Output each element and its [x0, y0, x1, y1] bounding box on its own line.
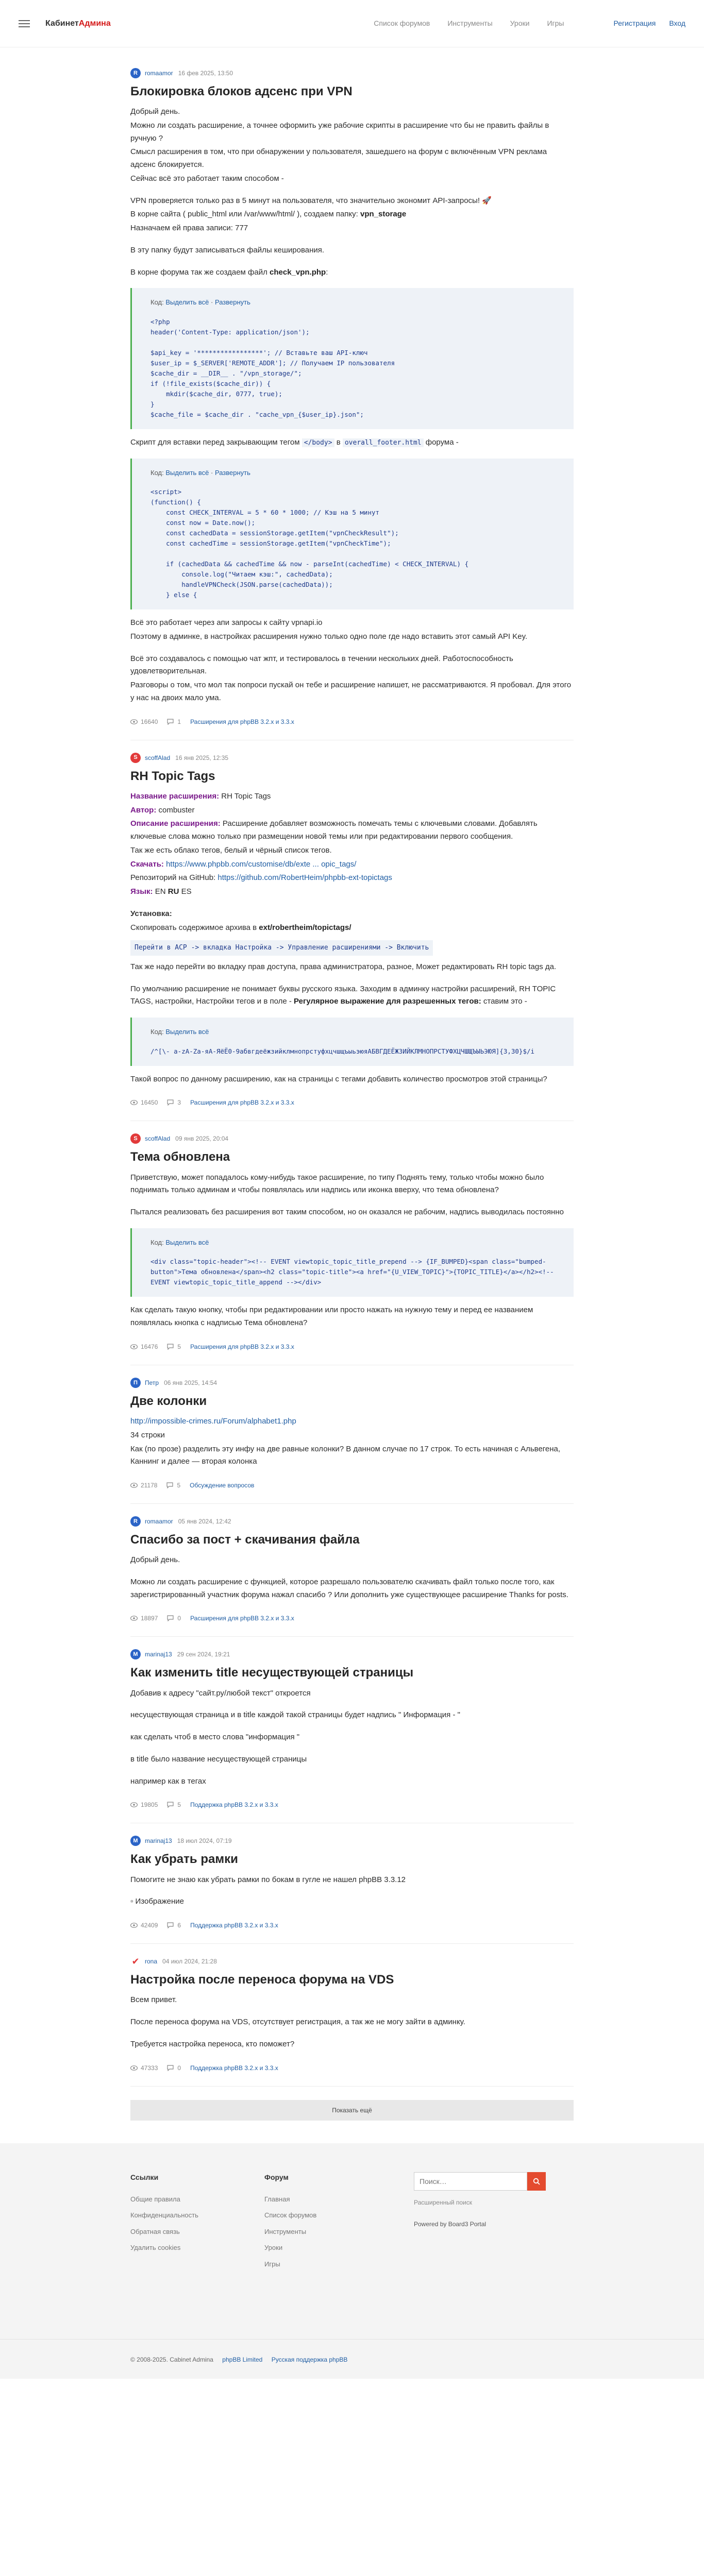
post-text: Описание расширения: Расширение добавляет возможность помечать темы с ключевыми словами. Добавлять ключевые слова можно только при размещении новой темы или при редактировании первого сообщения.: [130, 819, 538, 841]
post-meta: [130, 68, 574, 78]
post-text: В корне форума так же создаем файл check_vpn.php:: [130, 267, 328, 277]
post-text: Назначаем ей права записи: 777: [130, 224, 248, 233]
post-text: Приветствую, может попадалось кому-нибудь такое расширение, по типу Поднять тему, только чтобы можно было поднимать только админам и чтобы появлялась или надпись или иконка вверху, что тема обновлена?: [130, 1173, 544, 1195]
comment-icon: [167, 1099, 174, 1106]
nav-lessons[interactable]: Уроки: [510, 19, 530, 27]
post-stats: [130, 1481, 574, 1490]
replies-count: 1: [177, 718, 181, 725]
post-text: как сделать чтоб в место слова "информация ": [130, 1733, 300, 1742]
phpbb-link[interactable]: phpBB Limited: [222, 2355, 263, 2363]
replies-count: 5: [177, 1343, 181, 1350]
post-stats: [130, 1614, 574, 1623]
download-link[interactable]: https://www.phpbb.com/customise/db/exte ... opic_tags/: [163, 859, 357, 869]
logo-text: Кабинет: [45, 19, 79, 28]
nav-forums[interactable]: Список форумов: [374, 19, 430, 27]
footer-heading: Форум: [264, 2173, 289, 2181]
comment-icon: [167, 1343, 174, 1350]
post-text: Автор: combuster: [130, 805, 195, 815]
topic-post: [130, 740, 574, 1122]
post-text: Скачать: https://www.phpbb.com/customise/db/exte ... opic_tags/: [130, 859, 357, 869]
footer-link[interactable]: Конфиденциальность: [130, 2211, 198, 2219]
code-block: [130, 459, 574, 610]
nav-tools[interactable]: Инструменты: [447, 19, 493, 27]
views-count: 19805: [141, 1801, 158, 1809]
search-form: [414, 2172, 546, 2191]
post-stats: [130, 1098, 574, 1107]
code-content: /^[\- a-zA-Zа-яА-ЯёЁ0-9абвгдеёжзийклмнопрстуфхцчшщъыьэюяАБВГДЕЁЖЗИЙКЛМНОПРСТУФХЦЧШЩЪЫЬЭЮЯ]{3,30}$/i: [150, 1047, 535, 1055]
post-meta: [130, 753, 574, 763]
post-body: [130, 1687, 574, 1788]
footer-link[interactable]: Список форумов: [264, 2211, 317, 2219]
views-count: 21178: [141, 1482, 158, 1489]
post-body: [130, 1554, 574, 1601]
auth-links: [600, 18, 685, 29]
comment-icon: [167, 718, 174, 725]
eye-icon: [130, 1615, 138, 1622]
register-link[interactable]: Регистрация: [613, 19, 656, 27]
main-nav: [356, 18, 564, 29]
forum-link[interactable]: Расширения для phpBB 3.2.x и 3.3.x: [190, 718, 294, 725]
post-date: 09 янв 2025, 20:04: [175, 1135, 229, 1143]
post-date: 04 июл 2024, 21:28: [162, 1958, 217, 1965]
post-text: Так же надо перейти во вкладку прав доступа, права администратора, разное, Может редактировать RH topic tags да.: [130, 962, 557, 971]
avatar[interactable]: S: [130, 753, 141, 763]
post-title[interactable]: Две колонки: [130, 1394, 207, 1408]
nav-games[interactable]: Игры: [547, 19, 564, 27]
post-text: Можно ли создать расширение с функцией, которое разрешало пользователю скачивать файл только после того, как зарегистрированный участник форума нажал спасибо ? Или дополнить уже существующее расширение Thanks for posts.: [130, 1577, 568, 1599]
post-date: 05 янв 2024, 12:42: [178, 1518, 231, 1525]
post-date: 29 сен 2024, 19:21: [177, 1651, 230, 1658]
avatar[interactable]: M: [130, 1649, 141, 1659]
post-text: Язык: EN RU ES: [130, 887, 192, 896]
comment-icon: [167, 1615, 174, 1622]
views-count: 16640: [141, 718, 158, 725]
search-icon: [533, 2178, 540, 2185]
views-count: 47333: [141, 2064, 158, 2072]
avatar[interactable]: S: [130, 1133, 141, 1144]
post-meta: [130, 1649, 574, 1659]
forum-link[interactable]: Расширения для phpBB 3.2.x и 3.3.x: [190, 1099, 294, 1107]
code-block: [130, 1228, 574, 1297]
replies-count: 6: [177, 1922, 181, 1929]
topic-post: [130, 1637, 574, 1823]
select-all-link[interactable]: Выделить всё: [165, 1028, 209, 1036]
code-block: [130, 288, 574, 429]
post-text: Как сделать такую кнопку, чтобы при редактировании или просто нажать на нужную тему и перед ее названием появлялась кнопка с надписью Тема обновлена?: [130, 1306, 533, 1328]
post-text: Такой вопрос по данному расширению, как на страницы с тегами добавить количество просмотров этой страницы?: [130, 1074, 547, 1083]
post-text: [130, 1415, 574, 1428]
login-link[interactable]: Вход: [669, 19, 685, 27]
post-text: Всем привет.: [130, 1995, 177, 2005]
footer-search: [414, 2172, 546, 2276]
post-text: Помогите не знаю как убрать рамки по бокам в гугле не нашел phpBB 3.3.12: [130, 1875, 406, 1884]
post-body: [130, 1172, 574, 1330]
phpbb-ru-link[interactable]: Русская поддержка phpBB: [271, 2355, 348, 2363]
select-all-link[interactable]: Выделить всё: [165, 1238, 209, 1246]
post-author[interactable]: romaamor: [145, 1518, 173, 1525]
code-content: <?php header('Content-Type: application/json'); $api_key = '*****************'; // Вставьте ваш API-ключ $user_ip = $_SERVER['REMOTE_ADDR']; // Получаем IP пользователя $cache_dir = __DIR__ . "/vpn_storage/"; if (!file_exists($cache_dir)) { mkdir($cache_dir, 0777, true); } $cache_file = $cache_dir . "cache_vpn_{$user_ip}.json";: [150, 317, 395, 418]
footer-forum-column: [264, 2172, 398, 2276]
copyright-content: [130, 2340, 574, 2364]
footer-link[interactable]: Общие правила: [130, 2195, 180, 2203]
post-text: Сейчас всё это работает таким способом -: [130, 174, 284, 183]
comment-icon: [166, 1482, 174, 1489]
github-link[interactable]: https://github.com/RobertHeim/phpbb-ext-topictags: [217, 873, 392, 883]
expand-link[interactable]: Развернуть: [214, 298, 250, 307]
avatar[interactable]: R: [130, 68, 141, 78]
post-text: Требуется настройка переноса, кто поможет?: [130, 2039, 295, 2048]
advanced-search-link[interactable]: Расширенный поиск: [414, 2198, 472, 2206]
post-text: Добрый день.: [130, 1555, 180, 1565]
post-title[interactable]: Настройка после переноса форума на VDS: [130, 1973, 394, 1987]
site-footer: [0, 2143, 704, 2339]
search-input[interactable]: [414, 2172, 527, 2191]
views-count: 16450: [141, 1099, 158, 1107]
post-text: Скрипт для вставки перед закрывающим тегом </body> в overall_footer.html форума -: [130, 437, 459, 447]
comment-icon: [167, 2064, 174, 2072]
avatar[interactable]: П: [130, 1378, 141, 1388]
load-more-button[interactable]: Показать ещё: [130, 2100, 574, 2121]
site-header: [0, 0, 704, 47]
topic-post: [130, 1944, 574, 2086]
forum-link[interactable]: Поддержка phpBB 3.2.x и 3.3.x: [190, 1922, 278, 1929]
post-text: Скопировать содержимое архива в ext/robertheim/topictags/: [130, 923, 351, 932]
topic-post: [130, 1121, 574, 1365]
code-content: <script> (function() { const CHECK_INTERVAL = 5 * 60 * 1000; // Кэш на 5 минут const now = Date.now(); const cachedData = sessionStorage.getItem("vpnCheckResult"); const cachedTime = sessionStorage.getItem("vpnCheckTime"); if (cachedData && cachedTime && now - parseInt(cachedTime) < CHECK_INTERVAL) { console.log("Читаем кэш:", cachedData); handleVPNCheck(JSON.parse(cachedData)); } else {: [150, 488, 469, 599]
external-link[interactable]: http://impossible-crimes.ru/Forum/alphabet1.php: [130, 1417, 296, 1426]
footer-link[interactable]: Удалить cookies: [130, 2244, 181, 2251]
post-meta: [130, 1836, 574, 1846]
post-text: Название расширения: RH Topic Tags: [130, 791, 271, 801]
post-text: Всё это создавалось с помощью чат жпт, и тестировалось в течении нескольких дней. Работоспособность удовлетворительная.: [130, 654, 513, 676]
post-author[interactable]: marinaj13: [145, 1837, 172, 1845]
forum-link[interactable]: Расширения для phpBB 3.2.x и 3.3.x: [190, 1615, 294, 1622]
views-count: 42409: [141, 1922, 158, 1929]
expand-link[interactable]: Развернуть: [214, 468, 250, 477]
eye-icon: [130, 1922, 138, 1929]
topic-post: [130, 68, 574, 740]
replies-count: 3: [177, 1099, 181, 1107]
search-button[interactable]: [527, 2172, 546, 2191]
post-author[interactable]: marinaj13: [145, 1651, 172, 1658]
post-meta: [130, 1378, 574, 1388]
post-text: После переноса форума на VDS, отсутствует регистрация, а так же не могу зайти в админку.: [130, 2018, 465, 2026]
post-title[interactable]: RH Topic Tags: [130, 769, 215, 783]
post-stats: [130, 1342, 574, 1351]
post-stats: [130, 2063, 574, 2073]
footer-columns: [130, 2172, 574, 2276]
post-author[interactable]: romaamor: [145, 70, 173, 77]
post-image-placeholder: ▫ Изображение: [130, 1897, 184, 1906]
topic-feed: [130, 47, 574, 2121]
post-date: 18 июл 2024, 07:19: [177, 1837, 232, 1845]
footer-link[interactable]: Главная: [264, 2195, 290, 2203]
eye-icon: [130, 1482, 138, 1489]
post-text: Добрый день.: [130, 107, 180, 116]
forum-link[interactable]: Расширения для phpBB 3.2.x и 3.3.x: [190, 1343, 294, 1350]
post-text: Можно ли создать расширение, а точнее оформить уже рабочие скрипты в расширение что бы не править файлы в ручную ?: [130, 121, 549, 143]
post-meta: [130, 1133, 574, 1144]
post-text: Как (по прозе) разделить эту инфу на две равные колонки? В данном случае по 17 строк. То есть начиная с Альвегена, Каннинг и далее — вторая колонка: [130, 1444, 561, 1466]
replies-count: 0: [177, 2064, 181, 2072]
footer-links-column: [130, 2172, 264, 2276]
code-header: Код: Выделить всё: [150, 1238, 209, 1246]
code-header: Код: Выделить всё · Развернуть: [150, 298, 250, 307]
site-logo[interactable]: [45, 18, 111, 30]
post-text: 34 строки: [130, 1430, 165, 1439]
forum-link[interactable]: Поддержка phpBB 3.2.x и 3.3.x: [190, 1801, 278, 1809]
check-icon[interactable]: ✔: [131, 1956, 140, 1967]
post-date: 16 янв 2025, 12:35: [175, 754, 229, 761]
forum-link[interactable]: Поддержка phpBB 3.2.x и 3.3.x: [190, 2064, 278, 2072]
footer-link[interactable]: Обратная связь: [130, 2227, 180, 2235]
post-body: [130, 790, 574, 1086]
select-all-link[interactable]: Выделить всё: [165, 468, 209, 477]
eye-icon: [130, 1343, 138, 1350]
post-date: 06 янв 2025, 14:54: [164, 1379, 217, 1386]
post-text: Установка:: [130, 909, 172, 918]
avatar[interactable]: M: [130, 1836, 141, 1846]
code-header: Код: Выделить всё · Развернуть: [150, 468, 250, 477]
post-text: По умолчанию расширение не понимает буквы русского языка. Заходим в админку настройки расширений, RH TOPIC TAGS, настройки, Настройки тегов и в поле - Регулярное выражение для разрешенных тегов: ставим это -: [130, 984, 556, 1006]
post-author[interactable]: Петр: [145, 1379, 159, 1386]
post-text: В эту папку будут записываться файлы кеширования.: [130, 245, 325, 255]
post-title[interactable]: Как изменить title несуществующей страницы: [130, 1666, 414, 1680]
post-text: Разговоры о том, что мол так попроси пускай он тебе и расширение напишет, не рассматриваются. Я пробовал. Для этого у нас на двоих мало ума.: [130, 681, 572, 702]
post-meta: [130, 1516, 574, 1527]
footer-link[interactable]: Уроки: [264, 2244, 283, 2251]
code-header: Код: Выделить всё: [150, 1028, 209, 1036]
eye-icon: [130, 2064, 138, 2072]
avatar[interactable]: R: [130, 1516, 141, 1527]
post-text: В корне сайта ( public_html или /var/www/html/ ), создаем папку: vpn_storage: [130, 210, 407, 219]
post-text: например как в тегах: [130, 1776, 206, 1786]
post-stats: [130, 1921, 574, 1930]
post-title[interactable]: Как убрать рамки: [130, 1852, 238, 1867]
post-title[interactable]: Тема обновлена: [130, 1150, 230, 1164]
logo-accent: Админа: [78, 19, 111, 28]
broken-image-icon: ▫: [130, 1897, 136, 1906]
post-text: VPN проверяется только раз в 5 минут на пользователя, что значительно экономит API-запросы! 🚀: [130, 196, 492, 205]
post-date: 16 фев 2025, 13:50: [178, 70, 233, 77]
replies-count: 0: [177, 1615, 181, 1622]
select-all-link[interactable]: Выделить всё: [165, 298, 209, 307]
topic-post: [130, 1504, 574, 1637]
post-stats: [130, 717, 574, 726]
views-count: 16476: [141, 1343, 158, 1350]
eye-icon: [130, 1099, 138, 1106]
copyright-text: © 2008-2025. Cabinet Admina: [130, 2355, 213, 2363]
post-meta: [130, 1956, 574, 1967]
post-body: [130, 1415, 574, 1468]
topic-post: [130, 1365, 574, 1504]
forum-link[interactable]: Обсуждение вопросов: [190, 1482, 255, 1489]
post-text: Пытался реализовать без расширения вот таким способом, но он оказался не рабочим, надпись выводилась постоянно: [130, 1208, 564, 1217]
post-author[interactable]: rona: [145, 1958, 158, 1965]
post-text: в title было название несуществующей страницы: [130, 1754, 307, 1764]
topic-post: [130, 1823, 574, 1944]
post-text: несуществующая страница и в title каждой такой страницы будет надпись " Информация - ": [130, 1710, 460, 1720]
inline-command: Перейти в ACP -> вкладка Настройка -> Управление расширениями -> Включить: [130, 940, 433, 956]
comment-icon: [167, 1922, 174, 1929]
post-text: Всё это работает через апи запросы к сайту vpnapi.io: [130, 618, 323, 628]
code-content: <div class="topic-header"><!-- EVENT viewtopic_topic_title_prepend --> {IF_BUMPED}<span class="bumped-button">Тема обновлена</span><h2 class="topic-title"><a href="{U_VIEW_TOPIC}">{TOPIC_TITLE}</a></h2><!-- EVENT viewtopic_topic_title_append --></div>: [150, 1258, 558, 1286]
post-text: Добавив к адресу "сайт.ру/любой текст" откроется: [130, 1688, 311, 1698]
copyright-bar: [0, 2339, 704, 2379]
footer-link[interactable]: Инструменты: [264, 2227, 307, 2235]
views-count: 18897: [141, 1615, 158, 1622]
post-author[interactable]: scoffAlad: [145, 1135, 171, 1143]
post-text: Поэтому в админке, в настройках расширения нужно только одно поле где надо вставить этот самый API Key.: [130, 632, 528, 641]
post-stats: [130, 1800, 574, 1809]
replies-count: 5: [177, 1482, 181, 1489]
footer-link[interactable]: Игры: [264, 2260, 280, 2268]
menu-icon[interactable]: [19, 18, 30, 29]
eye-icon: [130, 718, 138, 725]
post-text: Смысл расширения в том, что при обнаружении у пользователя, зашедшего на форум с включённым VPN реклама адсенс блокируется.: [130, 147, 547, 170]
eye-icon: [130, 1801, 138, 1808]
footer-heading: Ссылки: [130, 2173, 159, 2181]
post-title[interactable]: Блокировка блоков адсенс при VPN: [130, 84, 353, 98]
post-text: Так же есть облако тегов, белый и чёрный список тегов.: [130, 845, 332, 855]
post-body: [130, 1874, 574, 1909]
post-body: [130, 106, 574, 705]
post-body: [130, 1994, 574, 2050]
post-title[interactable]: Спасибо за пост + скачивания файла: [130, 1533, 360, 1547]
code-block: [130, 1018, 574, 1066]
powered-by: Powered by Board3 Portal: [414, 2220, 487, 2228]
post-author[interactable]: scoffAlad: [145, 754, 171, 761]
post-text: Репозиторий на GitHub: https://github.com/RobertHeim/phpbb-ext-topictags: [130, 873, 392, 883]
comment-icon: [167, 1801, 174, 1808]
replies-count: 5: [177, 1801, 181, 1809]
